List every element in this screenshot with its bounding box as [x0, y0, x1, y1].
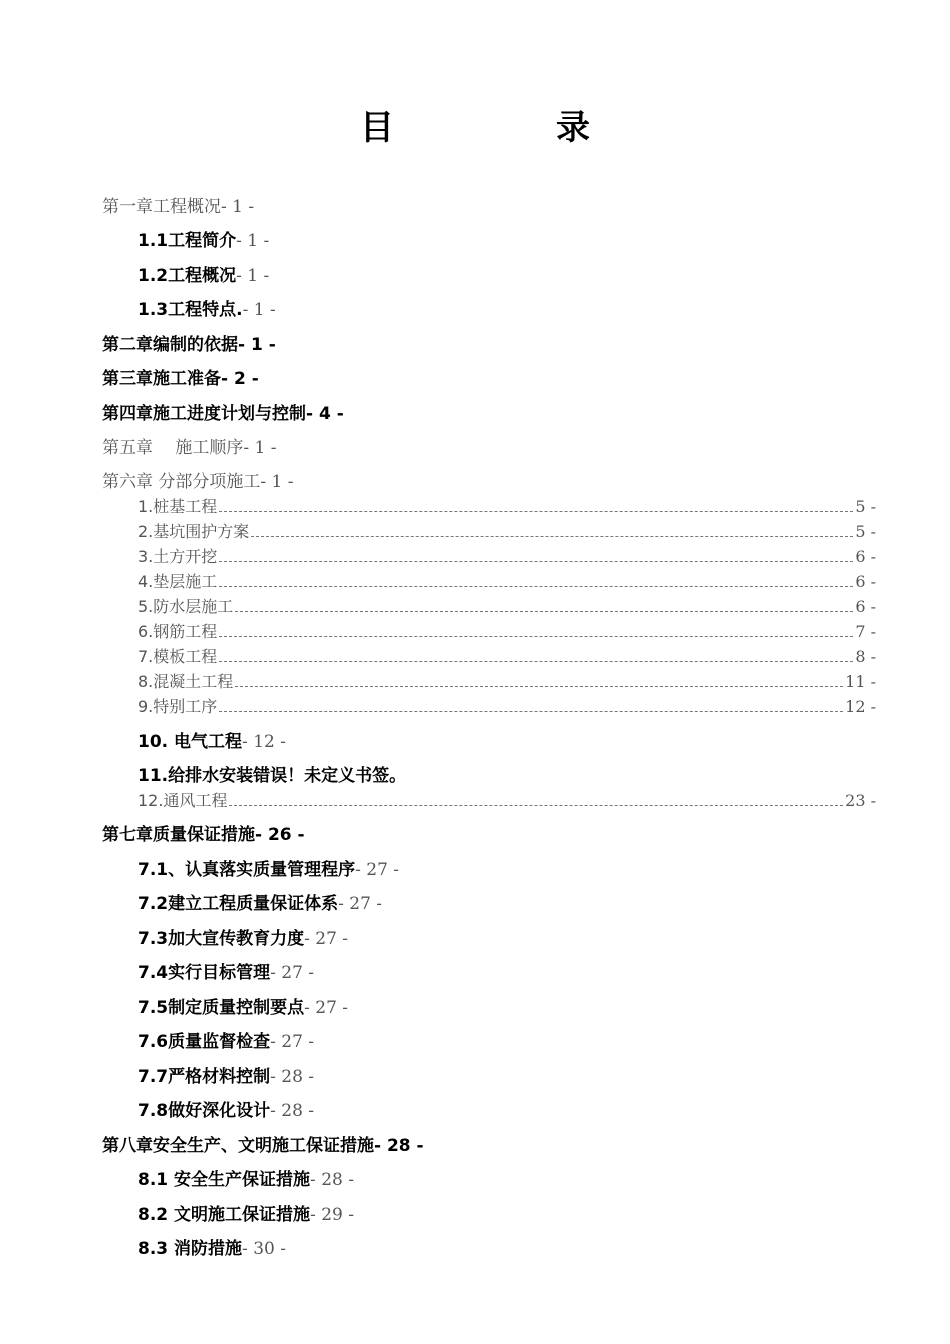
toc-entry-page: - 1 -	[242, 300, 276, 320]
toc-entry-page: - 1 -	[238, 335, 276, 355]
toc-entry-text: 8.混凝土工程	[138, 672, 234, 691]
toc-entry-text: 7.3加大宣传教育力度	[138, 929, 305, 949]
toc-entry-text: 1.3工程特点.	[138, 300, 243, 320]
toc-entry-page: 12 -	[845, 697, 876, 716]
toc-entry-text: 12.通风工程	[138, 791, 228, 810]
toc-entry-page: - 27 -	[270, 1032, 315, 1052]
toc-entry-page: - 27 -	[355, 860, 400, 880]
toc-entry-page: - 27 -	[304, 929, 349, 949]
toc-entry-page: - 27 -	[338, 894, 383, 914]
toc-entry-page: - 28 -	[270, 1101, 315, 1121]
toc-entry-page: - 2 -	[221, 369, 259, 389]
toc-entry-page: - 27 -	[270, 963, 315, 983]
toc-entry-page: - 28 -	[374, 1136, 424, 1156]
toc-entry-page: - 27 -	[304, 998, 349, 1018]
toc-entry-1-1[interactable]	[138, 230, 269, 252]
toc-entry-text: 2.基坑围护方案	[138, 522, 250, 541]
toc-entry-text: 8.2 文明施工保证措施	[138, 1205, 311, 1225]
toc-entry-text: 1.2工程概况	[138, 266, 237, 286]
toc-entry-page: 11 -	[845, 672, 876, 691]
toc-entry-text: 第七章质量保证措施	[102, 825, 255, 845]
toc-entry-text: 7.4实行目标管理	[138, 963, 271, 983]
dotted-leader	[219, 699, 843, 712]
toc-entry-1-3[interactable]	[138, 299, 276, 321]
toc-entry-page: - 1 -	[236, 231, 270, 251]
toc-entry-7-6[interactable]	[138, 1031, 314, 1053]
toc-entry-text: 11.给排水安装错误！未定义书签。	[138, 766, 407, 786]
dotted-leader	[235, 599, 853, 612]
toc-entry-text: 第六章 分部分项施工	[102, 472, 261, 492]
toc-entry-page: - 1 -	[260, 472, 294, 492]
toc-entry-text: 第二章编制的依据	[102, 335, 238, 355]
toc-entry-text: 第三章施工准备	[102, 369, 221, 389]
toc-entry-chapter-5[interactable]	[102, 437, 277, 459]
toc-entry-6-7[interactable]	[138, 646, 876, 668]
toc-entry-text: 8.1 安全生产保证措施	[138, 1170, 311, 1190]
toc-entry-6-12[interactable]	[138, 790, 876, 812]
toc-entry-7-8[interactable]	[138, 1100, 314, 1122]
toc-entry-text: 8.3 消防措施	[138, 1239, 243, 1259]
toc-entry-page: - 12 -	[242, 732, 286, 752]
toc-entry-text: 3.土方开挖	[138, 547, 218, 566]
toc-entry-7-3[interactable]	[138, 928, 348, 950]
toc-entry-page: - 1 -	[243, 438, 277, 458]
toc-entry-6-6[interactable]	[138, 621, 876, 643]
toc-entry-6-2[interactable]	[138, 521, 876, 543]
toc-entry-6-1[interactable]	[138, 496, 876, 518]
toc-entry-text: 7.模板工程	[138, 647, 218, 666]
dotted-leader	[229, 793, 843, 806]
toc-entry-text: 第八章安全生产、文明施工保证措施	[102, 1136, 374, 1156]
toc-entry-6-11[interactable]	[138, 765, 406, 787]
toc-entry-text: 第四章施工进度计划与控制	[102, 404, 306, 424]
toc-entry-text: 7.1、认真落实质量管理程序	[138, 860, 356, 880]
toc-entry-text: 第一章工程概况	[102, 197, 221, 217]
toc-entry-text: 1.桩基工程	[138, 497, 218, 516]
toc-entry-8-2[interactable]	[138, 1204, 354, 1226]
toc-entry-7-4[interactable]	[138, 962, 314, 984]
dotted-leader	[219, 549, 853, 562]
dotted-leader	[235, 674, 843, 687]
toc-entry-1-2[interactable]	[138, 265, 269, 287]
toc-entry-page: - 4 -	[306, 404, 344, 424]
toc-entry-text: 7.2建立工程质量保证体系	[138, 894, 339, 914]
toc-entry-page: - 28 -	[270, 1067, 315, 1087]
toc-entry-page: - 28 -	[310, 1170, 354, 1190]
toc-entry-8-1[interactable]	[138, 1169, 354, 1191]
dotted-leader	[219, 574, 853, 587]
toc-entry-page: 6 -	[855, 572, 876, 591]
toc-entry-page: 5 -	[855, 497, 876, 516]
toc-entry-chapter-2[interactable]	[102, 334, 276, 356]
toc-entry-text: 1.1工程简介	[138, 231, 237, 251]
toc-entry-page: 6 -	[855, 597, 876, 616]
toc-entry-7-2[interactable]	[138, 893, 382, 915]
toc-entry-7-1[interactable]	[138, 859, 399, 881]
toc-entry-page: - 30 -	[242, 1239, 286, 1259]
toc-entry-8-3[interactable]	[138, 1238, 286, 1260]
dotted-leader	[219, 499, 853, 512]
toc-entry-page: - 1 -	[221, 197, 255, 217]
toc-entry-text: 10. 电气工程	[138, 732, 243, 752]
toc-entry-text: 6.钢筋工程	[138, 622, 218, 641]
toc-entry-page: 7 -	[855, 622, 876, 641]
toc-entry-6-10[interactable]	[138, 731, 286, 753]
toc-entry-chapter-7[interactable]	[102, 824, 305, 846]
toc-entry-text: 5.防水层施工	[138, 597, 234, 616]
toc-entry-6-4[interactable]	[138, 571, 876, 593]
toc-entry-7-7[interactable]	[138, 1066, 314, 1088]
toc-entry-text: 4.垫层施工	[138, 572, 218, 591]
toc-entry-chapter-6[interactable]	[102, 471, 294, 493]
toc-entry-page: 8 -	[855, 647, 876, 666]
toc-entry-6-3[interactable]	[138, 546, 876, 568]
toc-entry-chapter-3[interactable]	[102, 368, 259, 390]
toc-entry-chapter-8[interactable]	[102, 1135, 424, 1157]
toc-entry-chapter-1[interactable]	[102, 196, 254, 218]
page-title: 目 录	[360, 108, 654, 148]
toc-entry-text: 7.7严格材料控制	[138, 1067, 271, 1087]
toc-entry-chapter-4[interactable]	[102, 403, 344, 425]
toc-entry-7-5[interactable]	[138, 997, 348, 1019]
toc-entry-6-9[interactable]	[138, 696, 876, 718]
toc-entry-text: 7.8做好深化设计	[138, 1101, 271, 1121]
toc-entry-page: - 29 -	[310, 1205, 354, 1225]
toc-entry-page: - 1 -	[236, 266, 270, 286]
toc-entry-text: 第五章 施工顺序	[102, 438, 244, 458]
dotted-leader	[251, 524, 853, 537]
dotted-leader	[219, 624, 853, 637]
toc-entry-page: 23 -	[845, 791, 876, 810]
toc-entry-page: - 26 -	[255, 825, 305, 845]
toc-entry-text: 7.6质量监督检查	[138, 1032, 271, 1052]
toc-entry-page: 6 -	[855, 547, 876, 566]
toc-entry-page: 5 -	[855, 522, 876, 541]
toc-entry-text: 7.5制定质量控制要点	[138, 998, 305, 1018]
toc-entry-text: 9.特别工序	[138, 697, 218, 716]
dotted-leader	[219, 649, 853, 662]
toc-entry-6-8[interactable]	[138, 671, 876, 693]
toc-entry-6-5[interactable]	[138, 596, 876, 618]
